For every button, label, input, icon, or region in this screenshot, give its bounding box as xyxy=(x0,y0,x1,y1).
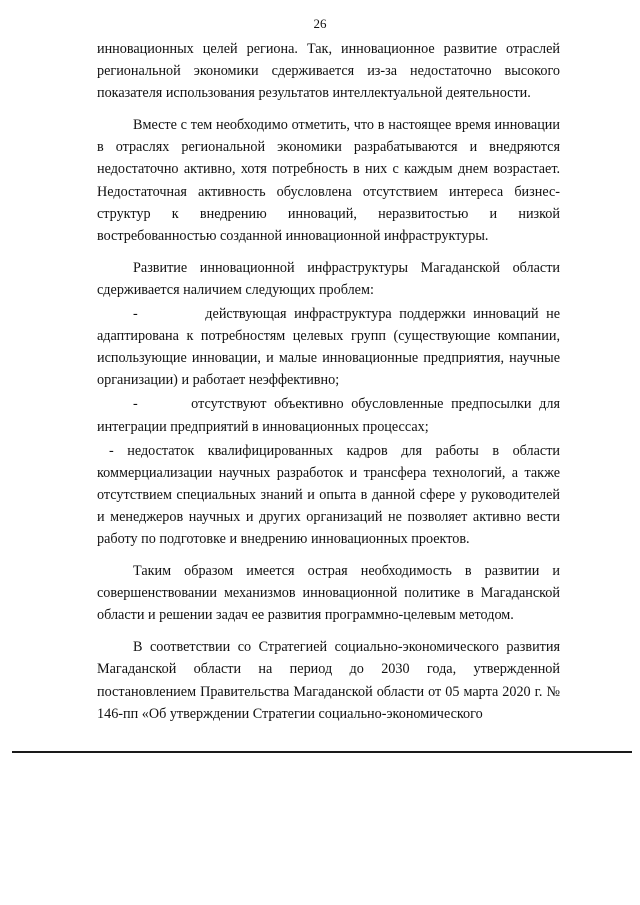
paragraph: Развитие инновационной инфраструктуры Магаданской области сдерживается наличием следующих проблем: xyxy=(97,259,560,298)
page-number: 26 xyxy=(313,16,327,31)
list-item: - отсутствуют объективно обусловленные предпосылки для интеграции предприятий в инновационных процессах; xyxy=(97,396,560,435)
paragraph: Таким образом имеется острая необходимость в развитии и совершенствовании механизмов инновационной политике в Магаданской области и решении задач ее развития программно-целевым методом. xyxy=(97,563,560,624)
list-item: - действующая инфраструктура поддержки инноваций не адаптирована к потребностям целевых групп (существующие компании, использующие инновации, и малые инновационные предприятия, научные организации) и работает неэффективно; xyxy=(97,306,560,389)
list-item: - недостаток квалифицированных кадров для работы в области коммерциализации научных разработок и трансфера технологий, а также отсутствием специальных знаний и опыта в данной сфере у руководителей и менеджеров научных и других организаций не позволяет активно вести работу по подготовке и внедрению инновационных проектов. xyxy=(97,442,560,547)
paragraph: В соответствии со Стратегией социально-экономического развития Магаданской области на период до 2030 года, утвержденной постановлением Правительства Магаданской области от 05 марта 2020 г. № 146-пп «Об утверждении Стратегии социально-экономического xyxy=(97,639,560,722)
document-body xyxy=(97,38,560,725)
paragraph: инновационных целей региона. Так, инновационное развитие отраслей региональной экономики сдерживается из-за недостаточно высокого показателя использования результатов интеллектуальной деятельности. xyxy=(97,41,560,102)
footer-rule xyxy=(12,751,632,753)
paragraph: Вместе с тем необходимо отметить, что в настоящее время инновации в отраслях региональной экономики разрабатываются и внедряются недостаточно активно, хотя потребность в них с каждым днем возрастает. Недостаточная активность обусловлена отсутствием интереса бизнес-структур к внедрению инноваций, неразвитостью и низкой востребованностью созданной инновационной инфраструктуры. xyxy=(97,117,560,244)
